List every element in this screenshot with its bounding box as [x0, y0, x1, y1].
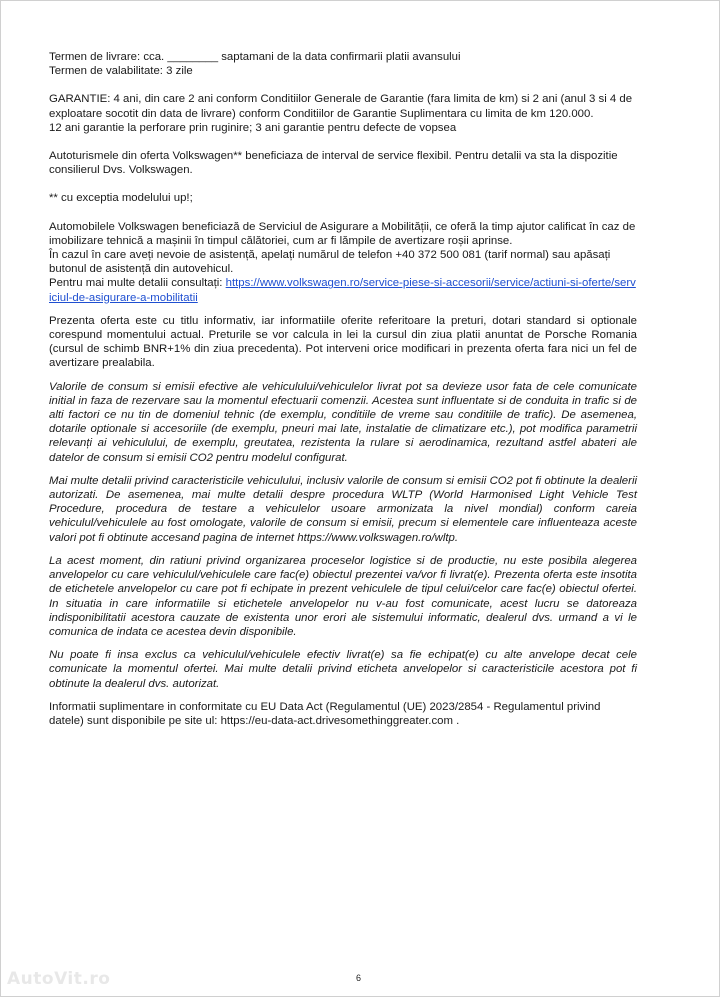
service-footnote: ** cu exceptia modelului up!;: [49, 192, 193, 205]
tyre-availability-paragraph: La acest moment, din ratiuni privind organizarea proceselor logistice si de productie, nu este posibila alegerea anvelopelor cu care vehiculul/vehiculele care fac(e) obiectul prezentei va/vor fi livrat(e). Prezenta oferta este insotita de etichetele anvelopelor cu care pot fi echipate in prezent vehiculele de tipul celui/celor care fac(e) obiectul ofertei. In situatia in care informatiile si etichetele anvelopelor nu v-au fost comunicate, acest lucru se datoreaza indisponibilitatii acestora cauzate de existenta unor erori ale sistemului informatic, dealerul dvs. urmand a vi le comunica de indata ce acestea devin disponibile.: [49, 554, 637, 638]
assistance-details: [49, 276, 637, 304]
assistance-details-label: Pentru mai multe detalii consultați:: [49, 277, 226, 290]
wltp-details-paragraph: Mai multe detalii privind caracteristicile vehiculului, inclusiv valorile de consum si emisii CO2 pot fi obtinute la dealerii autorizati. De asemenea, mai multe detalii despre procedura WLTP (World Harmonised Light Vehicle Test Procedure, procedura de testare a vehiculelor usoare armonizata la nivel mondial) conform careia vehiculul/vehiculele au fost omologate, valorile de consum si emisii, precum si elementele care influenteaza aceste valori pot fi obtinute accesand pagina de internet https://www.volkswagen.ro/wltp.: [49, 474, 637, 544]
validity-term: Termen de valabilitate: 3 zile: [49, 65, 193, 78]
warranty-text: GARANTIE: 4 ani, din care 2 ani conform Conditiilor Generale de Garantie (fara limita de km) si 2 ani (anul 3 si 4 de exploatare socotit din data de livrare) conform Conditiilor de Garantie Suplimentara cu limita de km 120.000.: [49, 93, 633, 120]
watermark-logo: AutoVit.ro: [7, 969, 111, 989]
warranty-rust-paint: 12 ani garantie la perforare prin ruginire; 3 ani garantie pentru defecte de vopsea: [49, 121, 457, 134]
offer-info-text: Prezenta oferta este cu titlu informativ, iar informatiile oferite referitoare la preturi, dotari standard si optionale corespund momentului actual. Preturile se vor calcula in lei la cursul din ziua platii anuntat de Porsche Romania (cursul de schimb BNR+1% din ziua precedenta). Pot interveni orice modificari in prezenta oferta fara nici un fel de avertizare prealabila.: [49, 314, 637, 370]
consumption-emissions-paragraph: Valorile de consum si emisii efective ale vehiculului/vehiculelor livrat pot sa devieze usor fata de cele comunicate initial in faza de rezervare sau la momentul efectuarii comenzii. Acestea sunt influentate si de conduita in trafic si de alti factori ce nu tin de domeniul tehnic (de exemplu, conditiile de vreme sau conditiile de trafic). De asemenea, dotarile optionale si accesoriile (de exemplu, pneuri mai late, instalatie de climatizare etc.), pot modifica parametrii relevanți ai vehiculului, de exemplu, greutatea, rezistenta la rulare si aerodinamica, rezultand astfel abateri ale datelor de consum si emisii CO2 pentru modelul configurat.: [49, 380, 637, 464]
assistance-phone-text: În cazul în care aveți nevoie de asistență, apelați numărul de telefon +40 372 500 081 (tarif normal) sau apăsați butonul de asistență din autovehicul.: [49, 249, 611, 276]
mobility-assistance-text: Automobilele Volkswagen beneficiază de Serviciul de Asigurare a Mobilității, ce oferă la timp ajutor calificat în caz de imobilizare tehnică a mașinii în timpul călătoriei, cum ar fi lămpile de avertizare roșii aprinse.: [49, 220, 636, 247]
delivery-term: Termen de livrare: cca. ________ saptamani de la data confirmarii platii avansului: [49, 51, 461, 63]
page-number: 6: [356, 973, 362, 983]
service-interval-text: Autoturismele din oferta Volkswagen** beneficiaza de interval de service flexibil. Pentru detalii va sta la dispozitie consilierul Dvs. Volkswagen.: [49, 150, 618, 177]
mobility-assistance-link[interactable]: https://www.volkswagen.ro/service-piese-si-accesorii/service/actiuni-si-oferte/serviciul-de-asigurare-a-mobilitatii: [49, 277, 636, 304]
tyre-exclusion-paragraph: Nu poate fi insa exclus ca vehiculul/vehiculele efectiv livrat(e) sa fie echipat(e) cu alte anvelope decat cele comunicate la momentul ofertei. Mai multe detalii privind eticheta anvelopelor si caracteristicile acestora pot fi obtinute la dealerul dvs. autorizat.: [49, 649, 637, 690]
data-act-text: Informatii suplimentare in conformitate cu EU Data Act (Regulamentul (UE) 2023/2854 - Regulamentul privind datele) sunt disponibile pe site ul: https://eu-data-act.drivesomethinggreater.com .: [49, 700, 601, 727]
document-body: [49, 50, 637, 728]
